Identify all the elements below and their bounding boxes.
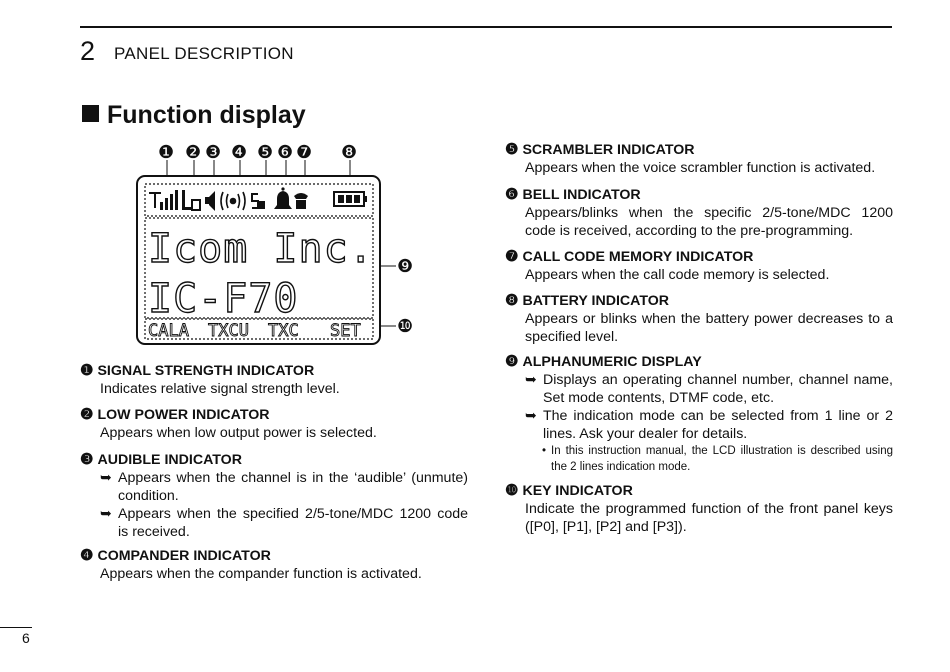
lcd-line-2: IC-F70 [148,276,299,322]
callout-10: ❿ [505,482,519,499]
square-bullet-icon [82,105,99,122]
header-rule [80,26,892,28]
item-scrambler: ❺ SCRAMBLER INDICATOR Appears when the voice scrambler function is activated. [505,141,876,176]
callout-6: ❻ [505,186,519,203]
page-number: 6 [22,630,30,646]
arrow-bullet-icon: ➥ [100,470,112,486]
lcd-illustration [130,140,430,350]
dot-bullet-icon: • [542,445,547,457]
lcd-key-1: CALA [148,321,189,341]
arrow-bullet-icon: ➥ [525,408,537,424]
phone-icon [294,193,308,209]
lcd-callout-4: ❹ [231,142,248,162]
lcd-callout-2: ❷ [185,142,202,162]
item-battery: ❽ BATTERY INDICATOR Appears or blinks when the battery power decreases to a specified level. [505,292,893,345]
item-key-indicator: ❿ KEY INDICATOR Indicate the programmed function of the front panel keys ([P0], [P1], [P2] and [P3]). [505,482,893,535]
callout-9: ❾ [505,353,519,370]
lcd-key-3: TXC [268,321,299,341]
item-bell: ❻ BELL INDICATOR Appears/blinks when the specific 2/5-tone/MDC 1200 code is received, according to the pre-programming. [505,186,893,239]
callout-2: ❷ [80,406,94,423]
lcd-callout-5: ❺ [257,142,274,162]
chapter-number: 2 [80,36,96,66]
lcd-callout-8: ❽ [341,142,358,162]
callout-8: ❽ [505,292,519,309]
section-title: Function display [82,101,306,130]
arrow-bullet-icon: ➥ [525,372,537,388]
item-alphanumeric: ❾ ALPHANUMERIC DISPLAY ➥ Displays an operating channel number, channel name, Set mode contents, DTMF code, etc. ➥ The indication mode can be selected from 1 line or 2 lines. Ask your dealer for details. • In this instruction manual, the LCD illustration is described using the 2 lines indication mode. [505,353,893,473]
lcd-line-1: Icom Inc. [148,226,374,272]
chapter-title: PANEL DESCRIPTION [114,44,294,63]
lcd-callout-10: ❿ [397,316,414,336]
lcd-key-4: SET [330,321,361,341]
callout-7: ❼ [505,248,519,265]
callout-5: ❺ [505,141,519,158]
lcd-callout-6: ❻ [277,142,294,162]
callout-4: ❹ [80,547,94,564]
callout-3: ❸ [80,451,94,468]
callout-1: ❶ [80,362,94,379]
arrow-bullet-icon: ➥ [100,506,112,522]
item-compander: ❹ COMPANDER INDICATOR Appears when the compander function is activated. [80,547,422,582]
item-low-power: ❷ LOW POWER INDICATOR Appears when low output power is selected. [80,406,377,441]
lcd-callout-9: ❾ [397,256,414,276]
footer-rule [0,627,32,628]
lcd-callout-1: ❶ [158,142,175,162]
item-signal-strength: ❶ SIGNAL STRENGTH INDICATOR Indicates relative signal strength level. [80,362,340,397]
lcd-callout-7: ❼ [296,142,313,162]
lcd-callout-3: ❸ [205,142,222,162]
item-call-code-memory: ❼ CALL CODE MEMORY INDICATOR Appears when the call code memory is selected. [505,248,830,283]
item-audible: ❸ AUDIBLE INDICATOR ➥ Appears when the channel is in the ‘audible’ (unmute) condition. ➥ Appears when the specified 2/5-tone/MDC 1200 code is received. [80,451,468,540]
lcd-key-2: TXCU [208,321,249,341]
